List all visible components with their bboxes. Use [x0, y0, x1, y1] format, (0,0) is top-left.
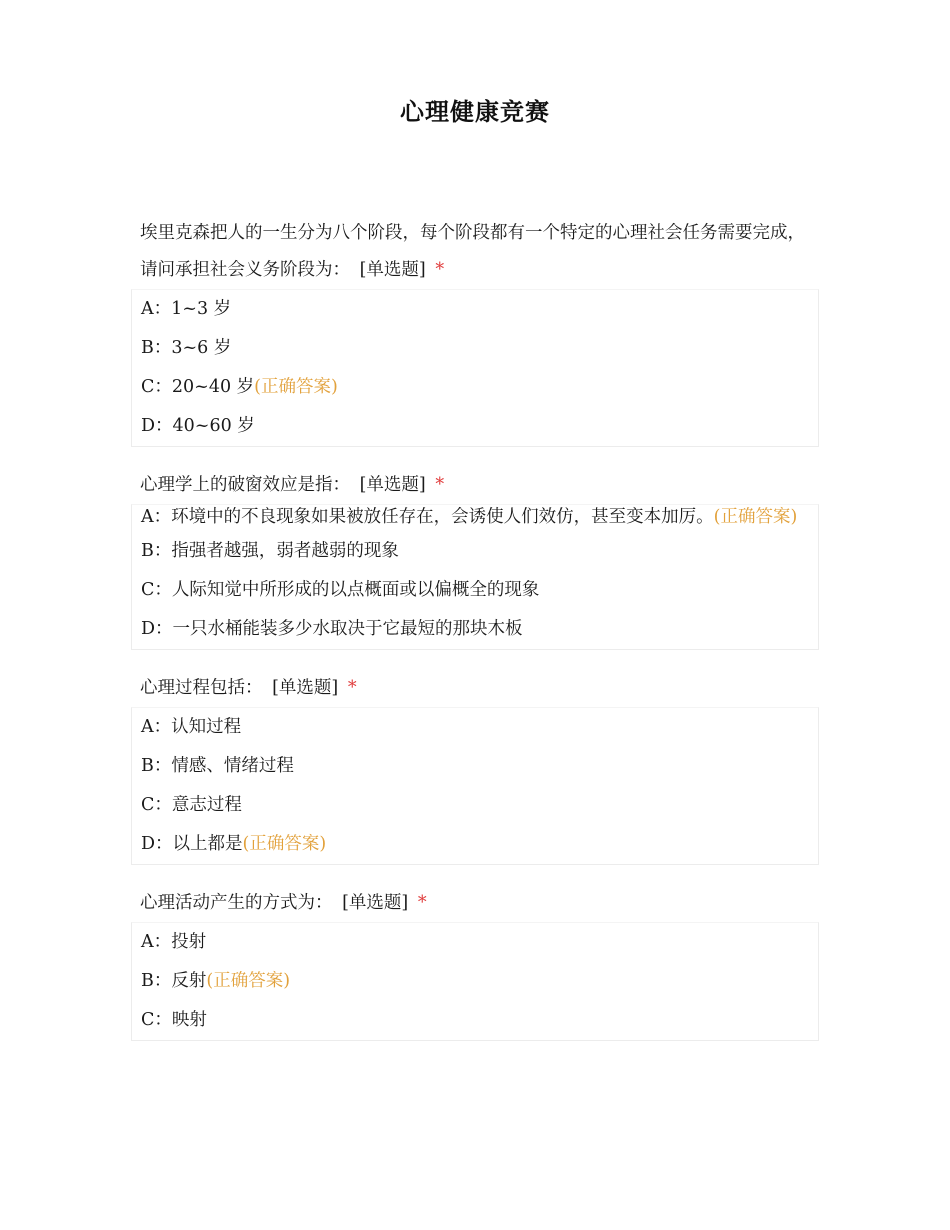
option-d[interactable] — [132, 610, 818, 649]
option-c[interactable] — [132, 571, 818, 610]
option-letter: C — [141, 795, 155, 815]
option-letter: D — [141, 834, 156, 854]
required-asterisk: * — [347, 678, 357, 698]
options-box — [131, 289, 819, 447]
option-b[interactable] — [132, 747, 818, 786]
option-separator: ： — [153, 541, 172, 561]
question-2 — [131, 467, 819, 650]
option-d[interactable] — [132, 825, 818, 864]
correct-answer-tag: (正确答案) — [206, 971, 291, 991]
option-a[interactable] — [132, 505, 818, 532]
question-type-label: [单选题] — [359, 260, 426, 280]
option-letter: A — [141, 717, 154, 737]
option-separator: ： — [154, 377, 172, 397]
option-text: 指强者越强，弱者越弱的现象 — [171, 541, 399, 561]
option-text: 映射 — [171, 1010, 207, 1030]
option-c[interactable] — [132, 786, 818, 825]
question-4 — [131, 885, 819, 1041]
option-b[interactable] — [132, 962, 818, 1001]
option-letter: C — [141, 580, 155, 600]
required-asterisk: * — [435, 475, 445, 495]
required-asterisk: * — [435, 260, 445, 280]
option-text: 以上都是 — [172, 834, 243, 854]
question-type-label: [单选题] — [342, 893, 409, 913]
option-c[interactable] — [132, 1001, 818, 1040]
option-text: 反射 — [171, 971, 207, 991]
option-letter: A — [141, 299, 154, 319]
option-a[interactable] — [132, 290, 818, 329]
option-separator: ： — [154, 580, 172, 600]
option-separator: ： — [153, 338, 172, 358]
option-separator: ： — [153, 507, 172, 527]
option-separator: ： — [153, 717, 172, 737]
question-3 — [131, 670, 819, 865]
option-text: 1~3 岁 — [171, 299, 232, 319]
correct-answer-tag: (正确答案) — [254, 377, 338, 397]
option-letter: C — [141, 1010, 155, 1030]
option-a[interactable] — [132, 923, 818, 962]
option-b[interactable] — [132, 329, 818, 368]
option-letter: C — [141, 377, 155, 397]
option-text: 人际知觉中所形成的以点概面或以偏概全的现象 — [171, 580, 540, 600]
option-letter: B — [141, 541, 154, 561]
option-text: 一只水桶能装多少水取决于它最短的那块木板 — [172, 619, 523, 639]
question-text — [131, 467, 819, 504]
options-box — [131, 707, 819, 865]
correct-answer-tag: (正确答案) — [242, 834, 327, 854]
option-letter: D — [141, 619, 156, 639]
option-text: 3~6 岁 — [171, 338, 232, 358]
required-asterisk: * — [417, 893, 427, 913]
option-letter: B — [141, 971, 154, 991]
option-separator: ： — [155, 416, 173, 436]
option-separator: ： — [154, 795, 172, 815]
option-text: 意志过程 — [171, 795, 242, 815]
option-text: 40~60 岁 — [172, 416, 255, 436]
question-type-label: [单选题] — [272, 678, 339, 698]
options-box — [131, 504, 819, 650]
option-text: 20~40 岁 — [171, 377, 255, 397]
option-text: 认知过程 — [171, 717, 242, 737]
question-stem: 心理活动产生的方式为： — [140, 893, 333, 913]
question-text — [131, 670, 819, 707]
option-letter: D — [141, 416, 156, 436]
question-text — [131, 215, 819, 289]
option-separator: ： — [153, 971, 172, 991]
options-box — [131, 922, 819, 1041]
option-letter: B — [141, 756, 154, 776]
question-stem: 埃里克森把人的一生分为八个阶段，每个阶段都有一个特定的心理社会任务需要完成，请问承担社会义务阶段为： — [140, 223, 805, 280]
question-type-label: [单选题] — [359, 475, 426, 495]
question-1 — [131, 215, 819, 447]
option-letter: A — [141, 932, 154, 952]
question-list — [131, 215, 819, 1061]
option-letter: A — [141, 507, 154, 527]
option-separator: ： — [155, 834, 173, 854]
question-text — [131, 885, 819, 922]
option-text: 投射 — [171, 932, 207, 952]
option-text: 环境中的不良现象如果被放任存在，会诱使人们效仿，甚至变本加厉。 — [171, 507, 714, 527]
option-separator: ： — [154, 1010, 172, 1030]
option-separator: ： — [153, 299, 172, 319]
question-stem: 心理学上的破窗效应是指： — [140, 475, 350, 495]
correct-answer-tag: (正确答案) — [713, 507, 798, 527]
option-separator: ： — [153, 932, 172, 952]
option-b[interactable] — [132, 532, 818, 571]
option-letter: B — [141, 338, 154, 358]
page-title: 心理健康竞赛 — [400, 98, 550, 126]
option-separator: ： — [153, 756, 172, 776]
option-separator: ： — [155, 619, 173, 639]
option-text: 情感、情绪过程 — [171, 756, 294, 776]
option-c[interactable] — [132, 368, 818, 407]
question-stem: 心理过程包括： — [140, 678, 263, 698]
option-a[interactable] — [132, 708, 818, 747]
option-d[interactable] — [132, 407, 818, 446]
